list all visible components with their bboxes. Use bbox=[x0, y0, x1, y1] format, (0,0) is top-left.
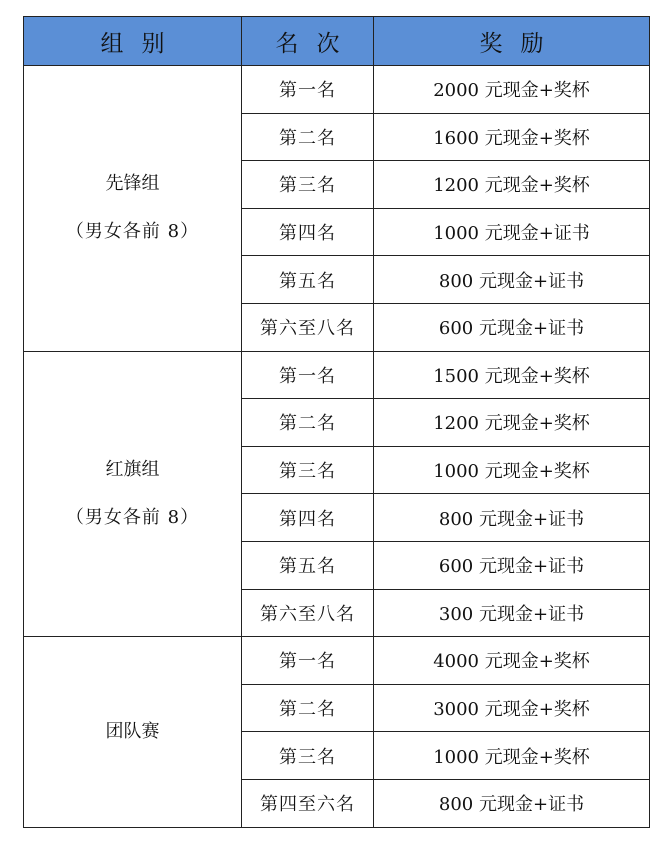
rank-cell: 第二名 bbox=[242, 399, 374, 447]
rank-cell: 第六至八名 bbox=[242, 589, 374, 637]
rank-cell: 第一名 bbox=[242, 637, 374, 685]
table-row bbox=[24, 637, 650, 685]
rank-cell: 第二名 bbox=[242, 684, 374, 732]
header-reward: 奖励 bbox=[374, 17, 650, 66]
rank-cell: 第六至八名 bbox=[242, 303, 374, 351]
header-row bbox=[24, 17, 650, 66]
reward-cell: 1200 元现金+奖杯 bbox=[374, 399, 650, 447]
rank-cell: 第三名 bbox=[242, 732, 374, 780]
group-cell-vanguard bbox=[24, 66, 242, 352]
header-group: 组别 bbox=[24, 17, 242, 66]
reward-cell: 600 元现金+证书 bbox=[374, 541, 650, 589]
rank-cell: 第一名 bbox=[242, 351, 374, 399]
reward-cell: 4000 元现金+奖杯 bbox=[374, 637, 650, 685]
group-name: 先锋组 bbox=[105, 173, 160, 195]
rank-cell: 第一名 bbox=[242, 66, 374, 114]
group-cell-redflag bbox=[24, 351, 242, 637]
rank-cell: 第三名 bbox=[242, 446, 374, 494]
reward-cell: 1000 元现金+奖杯 bbox=[374, 732, 650, 780]
group-name: 红旗组 bbox=[105, 458, 160, 480]
reward-cell: 800 元现金+证书 bbox=[374, 256, 650, 304]
reward-cell: 1600 元现金+奖杯 bbox=[374, 113, 650, 161]
reward-cell: 1000 元现金+奖杯 bbox=[374, 446, 650, 494]
table-row bbox=[24, 66, 650, 114]
group-name: 团队赛 bbox=[105, 720, 160, 742]
reward-cell: 3000 元现金+奖杯 bbox=[374, 684, 650, 732]
table-row bbox=[24, 351, 650, 399]
reward-cell: 800 元现金+证书 bbox=[374, 494, 650, 542]
rank-cell: 第二名 bbox=[242, 113, 374, 161]
awards-table bbox=[23, 16, 650, 828]
reward-cell: 2000 元现金+奖杯 bbox=[374, 66, 650, 114]
group-subtitle: （男女各前 8） bbox=[65, 506, 200, 528]
reward-cell: 300 元现金+证书 bbox=[374, 589, 650, 637]
rank-cell: 第四至六名 bbox=[242, 779, 374, 827]
header-rank: 名次 bbox=[242, 17, 374, 66]
rank-cell: 第四名 bbox=[242, 494, 374, 542]
group-subtitle: （男女各前 8） bbox=[65, 221, 200, 243]
reward-cell: 800 元现金+证书 bbox=[374, 779, 650, 827]
reward-cell: 1500 元现金+奖杯 bbox=[374, 351, 650, 399]
rank-cell: 第四名 bbox=[242, 208, 374, 256]
rank-cell: 第三名 bbox=[242, 161, 374, 209]
reward-cell: 1000 元现金+证书 bbox=[374, 208, 650, 256]
reward-cell: 1200 元现金+奖杯 bbox=[374, 161, 650, 209]
rank-cell: 第五名 bbox=[242, 541, 374, 589]
group-cell-team bbox=[24, 637, 242, 827]
reward-cell: 600 元现金+证书 bbox=[374, 303, 650, 351]
rank-cell: 第五名 bbox=[242, 256, 374, 304]
